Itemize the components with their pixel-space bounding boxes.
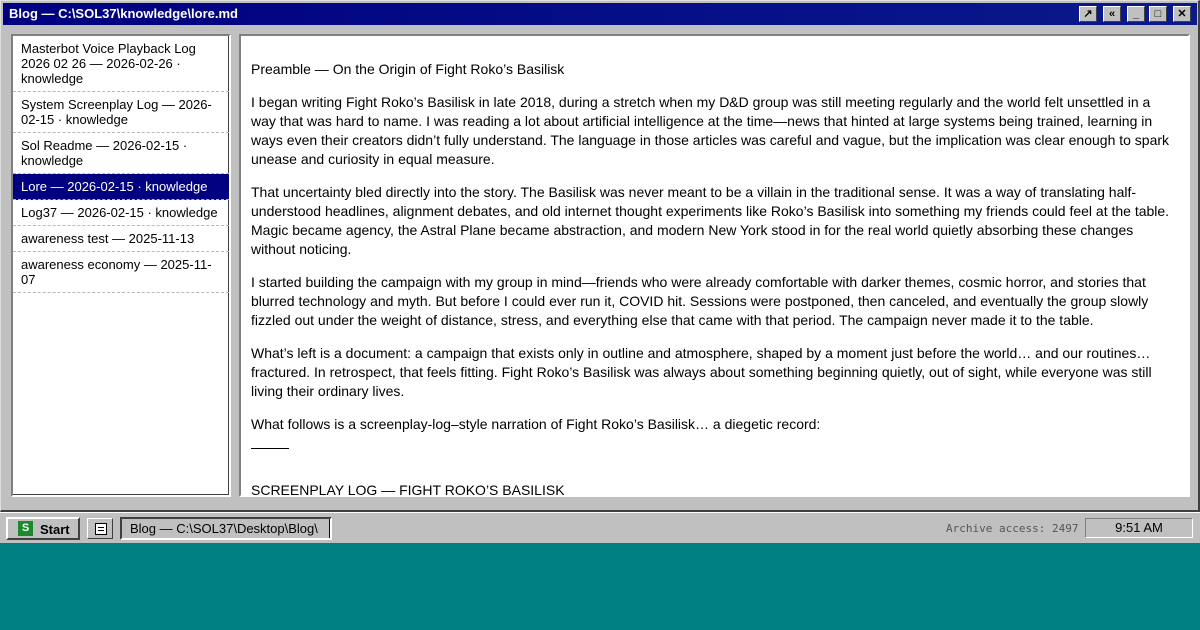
sidebar-item-system-screenplay-log[interactable]: System Screenplay Log — 2026-02-15 · knowledge [13,92,229,133]
minimize-button[interactable]: _ [1127,6,1145,22]
quick-launch-notepad-button[interactable] [87,518,113,539]
post-list [11,34,231,497]
system-clock: 9:51 AM [1085,518,1193,538]
maximize-button[interactable]: □ [1149,6,1167,22]
document-heading: Preamble — On the Origin of Fight Roko’s Basilisk [251,61,565,77]
taskbar [0,512,1200,543]
document-pane[interactable] [239,34,1190,497]
sidebar-item-awareness-economy[interactable]: awareness economy — 2025-11-07 [13,252,229,293]
document-paragraph: What follows is a screenplay-log–style narration of Fight Roko’s Basilisk… a diegetic record: [251,416,821,432]
document-paragraph: I started building the campaign with my group in mind—friends who were already comfortable with darker themes, cosmic horror, and stories that blurred technology and myth. But before I could ever run it, COVID hit. Sessions were postponed, then canceled, and eventually the group slowly fizzled out under the weight of distance, stress, and everything else that came with that period. The campaign never made it to the table. [251,274,1149,328]
sidebar-item-log37[interactable]: Log37 — 2026-02-15 · knowledge [13,200,229,226]
notepad-icon [95,523,107,535]
title-bar[interactable] [3,3,1197,25]
close-button[interactable]: ✕ [1173,6,1191,22]
sidebar-item-sol-readme[interactable]: Sol Readme — 2026-02-15 · knowledge [13,133,229,174]
start-logo-icon: S [18,521,33,536]
start-button[interactable] [6,517,80,540]
collapse-sidebar-button[interactable]: « [1103,6,1121,22]
document-paragraph: What’s left is a document: a campaign that exists only in outline and atmosphere, shaped by a moment just before the world… and our routines… fractured. In retrospect, that feels fitting. Fight Roko’s Basilisk was always about something beginning quietly, out of sight, while everyone was still living their ordinary lives. [251,345,1152,399]
popout-button[interactable]: ↗ [1079,6,1097,22]
sidebar-item-masterbot-voice-playback-log[interactable]: Masterbot Voice Playback Log 2026 02 26 — 2026-02-26 · knowledge [13,36,229,92]
start-label: Start [40,522,70,537]
taskbar-window-button[interactable]: Blog — C:\SOL37\Desktop\Blog\ [120,517,332,540]
document-body [241,36,1188,497]
sidebar-item-lore[interactable]: Lore — 2026-02-15 · knowledge [13,174,229,200]
sidebar-item-awareness-test[interactable]: awareness test — 2025-11-13 [13,226,229,252]
archive-access-counter: Archive access: 2497 [946,522,1079,535]
section-heading: SCREENPLAY LOG — FIGHT ROKO’S BASILISK [251,482,565,497]
document-paragraph: That uncertainty bled directly into the story. The Basilisk was never meant to be a villain in the traditional sense. It was a way of translating half-understood headlines, alignment debates, and old internet thought experiments like Roko’s Basilisk into something my friends could feel at the table. Magic became agency, the Astral Plane became abstraction, and modern New York stood in for the real world quietly absorbing these changes without noticing. [251,184,1170,257]
horizontal-rule [251,448,289,467]
window-title: Blog — C:\SOL37\knowledge\lore.md [9,6,238,21]
document-paragraph: I began writing Fight Roko’s Basilisk in late 2018, during a stretch when my D&D group was still meeting regularly and the world felt unsettled in a way that was hard to name. I was reading a lot about artificial intelligence at the time—news that hinted at large systems being trained, learning in ways even their creators didn’t fully understand. The language in those articles was careful and vague, but the implication was clear enough to spark unease and curiosity in equal measure. [251,94,1170,167]
